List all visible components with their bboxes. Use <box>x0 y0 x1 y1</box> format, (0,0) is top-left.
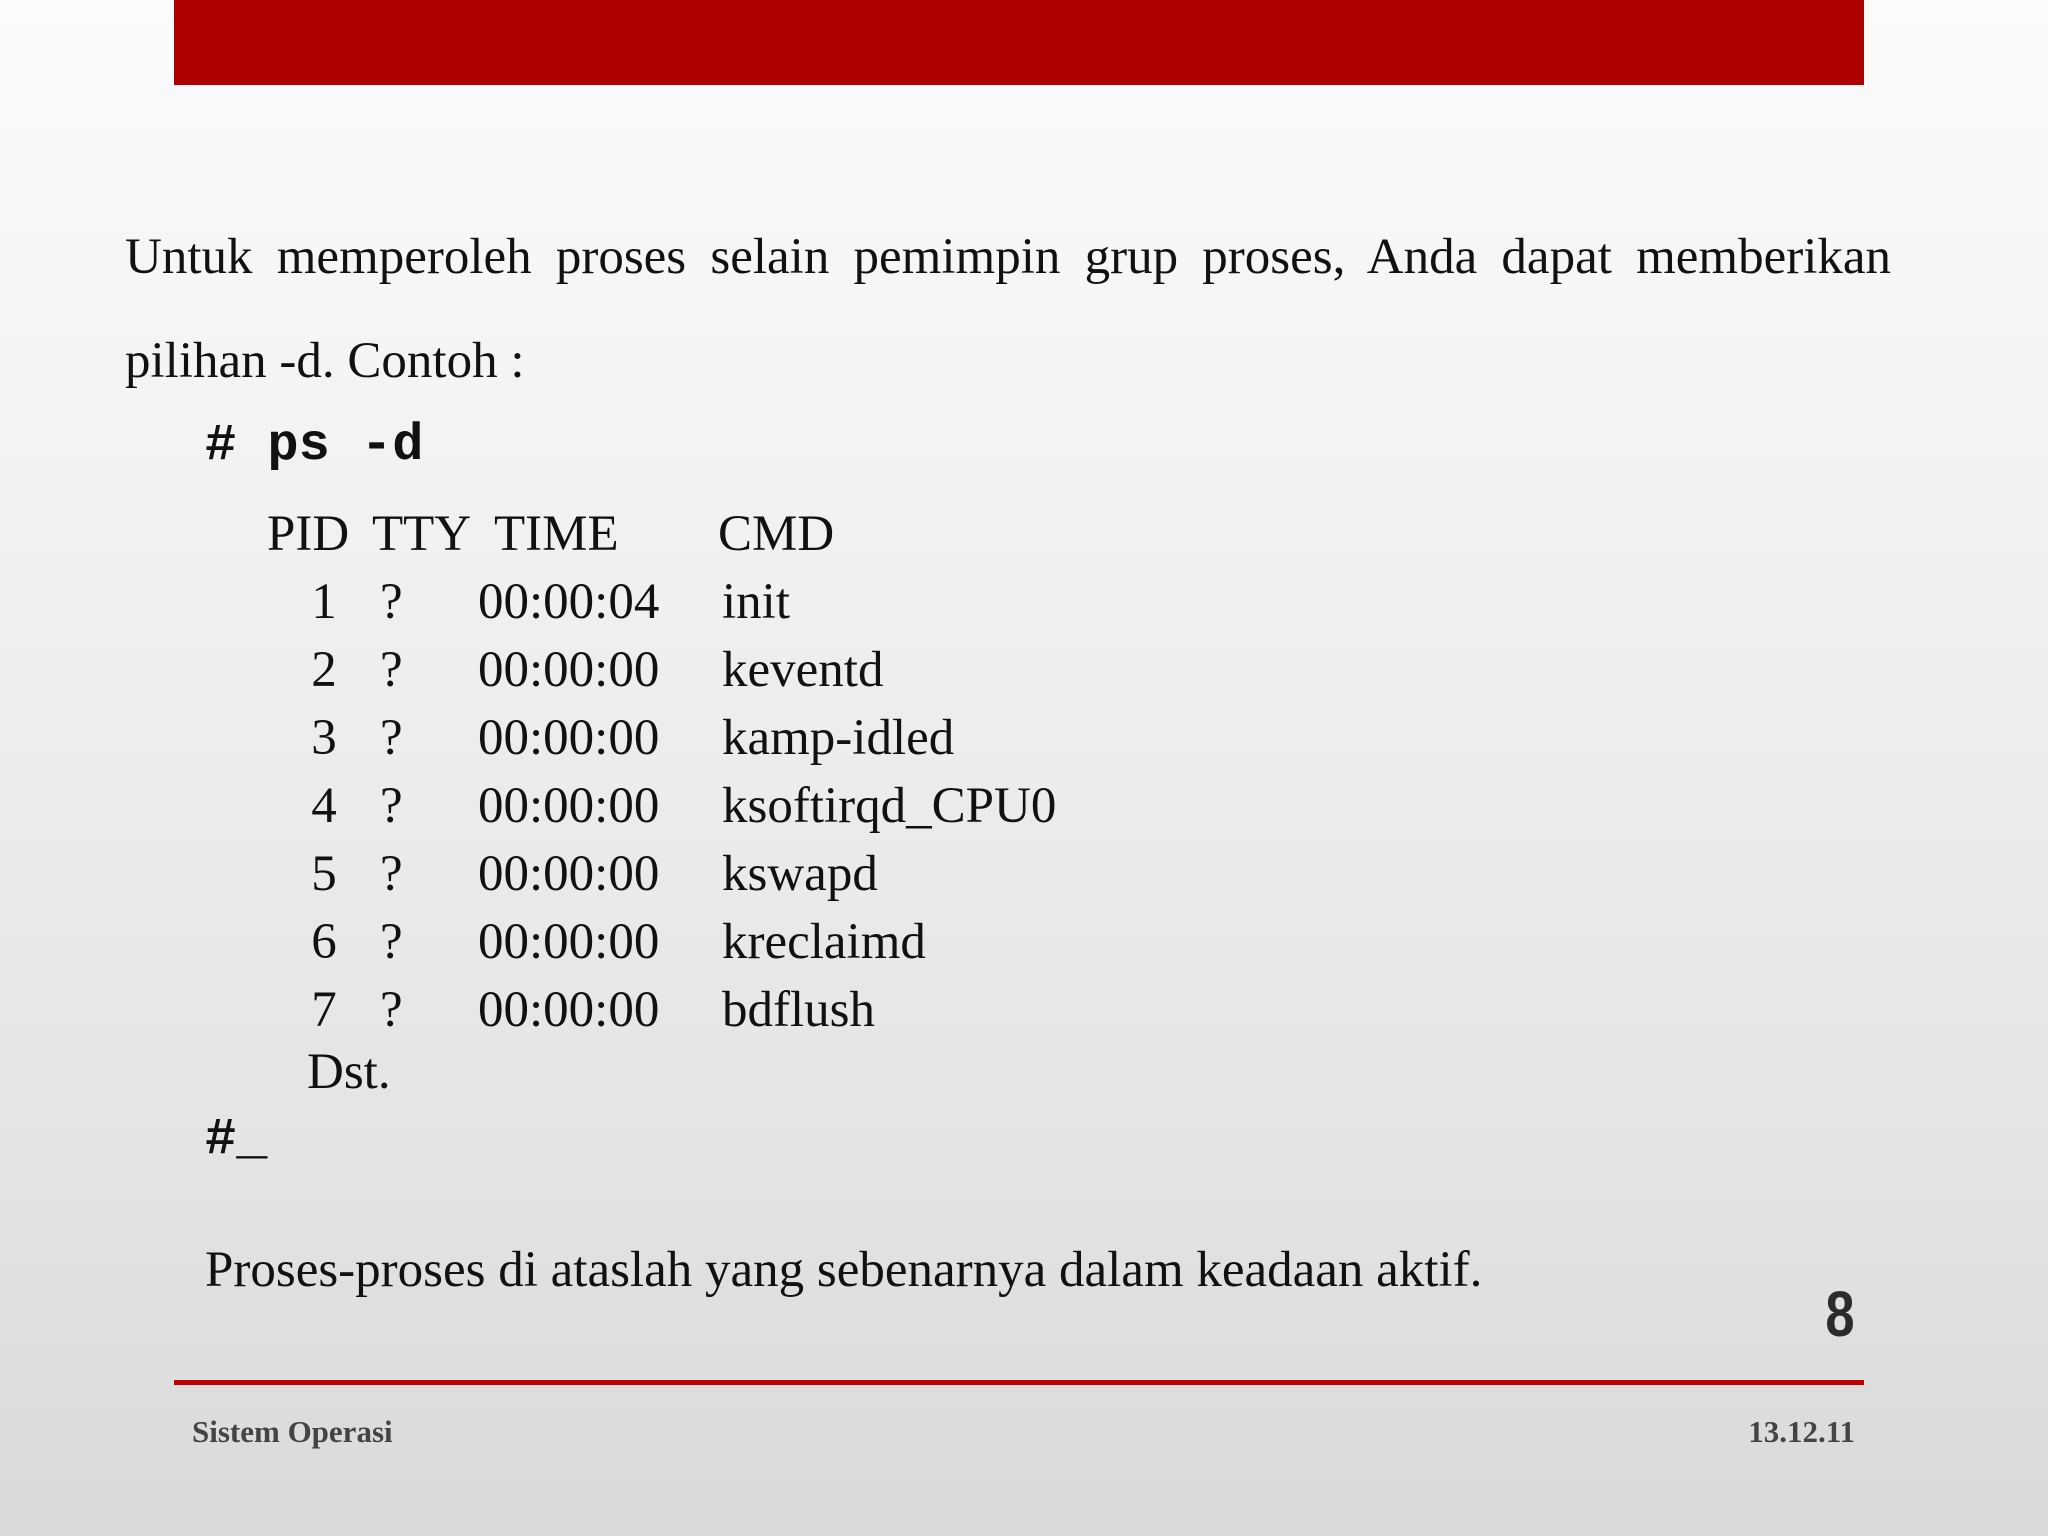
cell-tty: ? <box>380 982 403 1038</box>
footer-date: 13.12.11 <box>1748 1414 1855 1449</box>
cell-pid: 4 <box>311 778 337 834</box>
cell-tty: ? <box>380 574 403 630</box>
footer-divider <box>174 1380 1864 1385</box>
cell-cmd: kreclaimd <box>722 914 926 970</box>
prompt-end: #_ <box>205 1110 268 1169</box>
command-line: # ps -d <box>205 416 424 475</box>
footer-title: Sistem Operasi <box>192 1414 393 1449</box>
header-cmd: CMD <box>718 506 835 562</box>
cell-tty: ? <box>380 846 403 902</box>
cell-time: 00:00:00 <box>478 778 660 834</box>
conclusion-text: Proses-proses di ataslah yang sebenarnya dalam keadaan aktif. <box>205 1242 1483 1298</box>
cell-tty: ? <box>380 642 403 698</box>
top-accent-bar <box>174 0 1864 85</box>
cell-time: 00:00:00 <box>478 846 660 902</box>
cell-cmd: kamp-idled <box>722 710 955 766</box>
cell-cmd: ksoftirqd_CPU0 <box>722 778 1057 834</box>
intro-paragraph: Untuk memperoleh proses selain pemimpin grup proses, Anda dapat memberikan pilihan -d. Contoh : <box>125 229 1891 389</box>
cell-cmd: keventd <box>722 642 884 698</box>
cell-tty: ? <box>380 710 403 766</box>
cell-time: 00:00:00 <box>478 642 660 698</box>
cell-time: 00:00:00 <box>478 914 660 970</box>
cell-pid: 5 <box>311 846 337 902</box>
continuation-text: Dst. <box>307 1044 391 1100</box>
cell-pid: 3 <box>311 710 337 766</box>
page-number: 8 <box>1825 1278 1855 1350</box>
cell-time: 00:00:04 <box>478 574 660 630</box>
header-time: TIME <box>494 506 619 562</box>
cell-tty: ? <box>380 914 403 970</box>
cell-cmd: bdflush <box>722 982 875 1038</box>
cell-time: 00:00:00 <box>478 982 660 1038</box>
cell-tty: ? <box>380 778 403 834</box>
header-tty: TTY <box>372 506 472 562</box>
cell-cmd: init <box>722 574 791 630</box>
cell-cmd: kswapd <box>722 846 878 902</box>
cell-pid: 1 <box>311 574 337 630</box>
cell-pid: 6 <box>311 914 337 970</box>
header-pid: PID <box>267 506 350 562</box>
cell-time: 00:00:00 <box>478 710 660 766</box>
cell-pid: 2 <box>311 642 337 698</box>
cell-pid: 7 <box>311 982 337 1038</box>
